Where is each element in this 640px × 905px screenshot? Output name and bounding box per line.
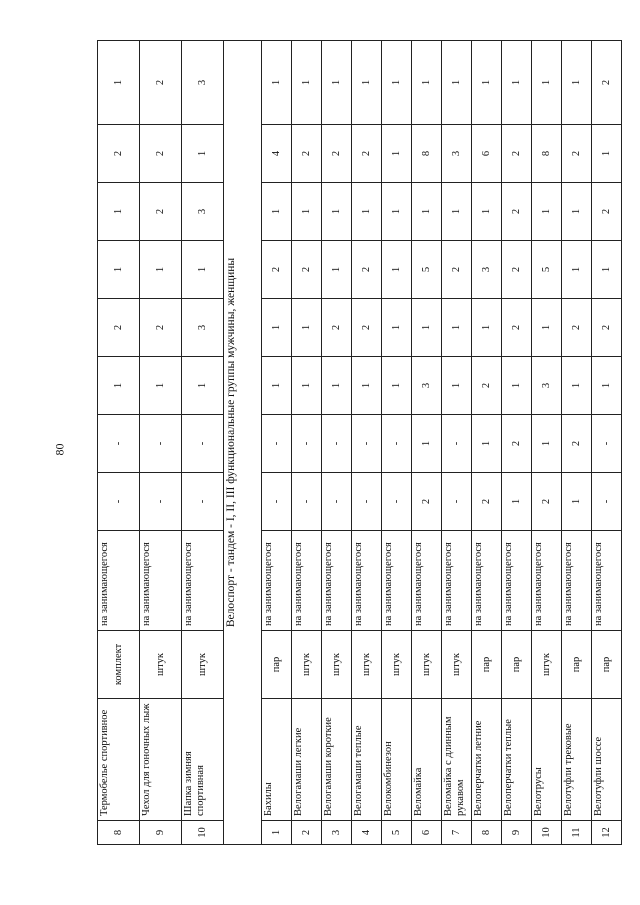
page-number: 80 — [52, 443, 67, 456]
quantity-cell: - — [352, 415, 382, 473]
unit-cell: пар — [262, 631, 292, 699]
quantity-cell: 1 — [292, 357, 322, 415]
quantity-cell: 2 — [502, 241, 532, 299]
quantity-cell: 1 — [442, 183, 472, 241]
table-row — [592, 41, 622, 845]
row-number-cell: 3 — [322, 821, 352, 845]
row-number-cell: 2 — [292, 821, 322, 845]
quantity-cell: 2 — [562, 299, 592, 357]
unit-cell: пар — [502, 631, 532, 699]
quantity-cell: 1 — [382, 299, 412, 357]
quantity-cell: 1 — [472, 41, 502, 125]
quantity-cell: 1 — [562, 241, 592, 299]
quantity-cell: 2 — [562, 125, 592, 183]
quantity-cell: 2 — [140, 41, 182, 125]
row-number-cell: 9 — [140, 821, 182, 845]
per-cell: на занимающегося — [412, 531, 442, 631]
row-number-cell: 10 — [182, 821, 224, 845]
unit-cell: штук — [322, 631, 352, 699]
quantity-cell: 6 — [472, 125, 502, 183]
unit-cell: штук — [140, 631, 182, 699]
item-name-cell: Велотуфли шоссе — [592, 699, 622, 821]
quantity-cell: 1 — [140, 357, 182, 415]
quantity-cell: 1 — [382, 41, 412, 125]
quantity-cell: 1 — [382, 357, 412, 415]
table-row — [532, 41, 562, 845]
quantity-cell: 2 — [352, 299, 382, 357]
section-title: Велоспорт - тандем - I, II, III функциональные группы мужчины, женщины — [224, 41, 262, 845]
quantity-cell: 1 — [98, 41, 140, 125]
quantity-cell: - — [442, 415, 472, 473]
quantity-cell: 1 — [352, 357, 382, 415]
quantity-cell: 2 — [592, 299, 622, 357]
quantity-cell: 1 — [412, 299, 442, 357]
per-cell: на занимающегося — [292, 531, 322, 631]
per-cell: на занимающегося — [532, 531, 562, 631]
quantity-cell: 1 — [562, 357, 592, 415]
quantity-cell: 1 — [322, 41, 352, 125]
per-cell: на занимающегося — [352, 531, 382, 631]
quantity-cell: 2 — [140, 125, 182, 183]
quantity-cell: - — [322, 473, 352, 531]
quantity-cell: 3 — [412, 357, 442, 415]
quantity-cell: 2 — [98, 299, 140, 357]
quantity-cell: - — [262, 473, 292, 531]
unit-cell: пар — [472, 631, 502, 699]
quantity-cell: 1 — [412, 41, 442, 125]
item-name-cell: Велогамаши легкие — [292, 699, 322, 821]
quantity-cell: - — [98, 473, 140, 531]
quantity-cell: 2 — [502, 125, 532, 183]
quantity-cell: 2 — [592, 41, 622, 125]
unit-cell: пар — [592, 631, 622, 699]
table-row — [502, 41, 532, 845]
quantity-cell: - — [292, 473, 322, 531]
quantity-cell: 2 — [292, 241, 322, 299]
quantity-cell: 2 — [562, 415, 592, 473]
row-number-cell: 4 — [352, 821, 382, 845]
quantity-cell: - — [182, 473, 224, 531]
quantity-cell: - — [140, 415, 182, 473]
quantity-cell: 1 — [532, 41, 562, 125]
row-number-cell: 9 — [502, 821, 532, 845]
table-row — [382, 41, 412, 845]
unit-cell: штук — [532, 631, 562, 699]
quantity-cell: 1 — [442, 299, 472, 357]
quantity-cell: - — [592, 415, 622, 473]
quantity-cell: 1 — [140, 241, 182, 299]
quantity-cell: - — [322, 415, 352, 473]
quantity-cell: 2 — [472, 357, 502, 415]
quantity-cell: 1 — [182, 241, 224, 299]
quantity-cell: - — [262, 415, 292, 473]
quantity-cell: 2 — [352, 241, 382, 299]
quantity-cell: - — [140, 473, 182, 531]
unit-cell: штук — [182, 631, 224, 699]
quantity-cell: - — [592, 473, 622, 531]
row-number-cell: 6 — [412, 821, 442, 845]
quantity-cell: 3 — [472, 241, 502, 299]
quantity-cell: 1 — [472, 183, 502, 241]
unit-cell: пар — [562, 631, 592, 699]
quantity-cell: 1 — [592, 241, 622, 299]
table-row — [472, 41, 502, 845]
section-row — [224, 41, 262, 845]
table-row — [322, 41, 352, 845]
per-cell: на занимающегося — [562, 531, 592, 631]
quantity-cell: 8 — [412, 125, 442, 183]
item-name-cell: Бахилы — [262, 699, 292, 821]
quantity-cell: 2 — [292, 125, 322, 183]
quantity-cell: - — [382, 473, 412, 531]
quantity-cell: 3 — [182, 299, 224, 357]
quantity-cell: 2 — [502, 415, 532, 473]
per-cell: на занимающегося — [442, 531, 472, 631]
quantity-cell: 3 — [182, 183, 224, 241]
quantity-cell: 2 — [592, 183, 622, 241]
table-row — [292, 41, 322, 845]
quantity-cell: 2 — [140, 183, 182, 241]
quantity-cell: 2 — [502, 299, 532, 357]
row-number-cell: 5 — [382, 821, 412, 845]
quantity-cell: 2 — [322, 125, 352, 183]
quantity-cell: 1 — [98, 183, 140, 241]
quantity-cell: 3 — [532, 357, 562, 415]
quantity-cell: 1 — [412, 415, 442, 473]
quantity-cell: 1 — [412, 183, 442, 241]
quantity-cell: 1 — [532, 299, 562, 357]
quantity-cell: 1 — [382, 183, 412, 241]
quantity-cell: 1 — [292, 299, 322, 357]
table-row — [182, 41, 224, 845]
quantity-cell: 1 — [502, 357, 532, 415]
quantity-cell: - — [98, 415, 140, 473]
quantity-cell: 2 — [98, 125, 140, 183]
item-name-cell: Велогамаши короткие — [322, 699, 352, 821]
quantity-cell: 1 — [182, 357, 224, 415]
item-name-cell: Чехол для гоночных лыж — [140, 699, 182, 821]
item-name-cell: Велогамаши теплые — [352, 699, 382, 821]
per-cell: на занимающегося — [382, 531, 412, 631]
per-cell: на занимающегося — [140, 531, 182, 631]
item-name-cell: Термобелье спортивное — [98, 699, 140, 821]
quantity-cell: 1 — [592, 125, 622, 183]
quantity-cell: 2 — [502, 183, 532, 241]
table-row — [442, 41, 472, 845]
per-cell: на занимающегося — [322, 531, 352, 631]
per-cell: на занимающегося — [182, 531, 224, 631]
quantity-cell: 1 — [472, 299, 502, 357]
quantity-cell: 1 — [382, 125, 412, 183]
unit-cell: комплект — [98, 631, 140, 699]
quantity-cell: 1 — [592, 357, 622, 415]
unit-cell: штук — [442, 631, 472, 699]
row-number-cell: 7 — [442, 821, 472, 845]
quantity-cell: 1 — [262, 299, 292, 357]
quantity-cell: - — [352, 473, 382, 531]
quantity-cell: 2 — [442, 241, 472, 299]
quantity-cell: 3 — [182, 41, 224, 125]
quantity-cell: - — [382, 415, 412, 473]
per-cell: на занимающегося — [262, 531, 292, 631]
quantity-cell: 2 — [472, 473, 502, 531]
quantity-cell: 1 — [262, 41, 292, 125]
per-cell: на занимающегося — [98, 531, 140, 631]
quantity-cell: 1 — [562, 41, 592, 125]
quantity-cell: 5 — [412, 241, 442, 299]
quantity-cell: - — [182, 415, 224, 473]
quantity-cell: 5 — [532, 241, 562, 299]
table-row — [140, 41, 182, 845]
quantity-cell: 1 — [182, 125, 224, 183]
quantity-cell: 1 — [322, 183, 352, 241]
quantity-cell: 1 — [322, 357, 352, 415]
row-number-cell: 1 — [262, 821, 292, 845]
quantity-cell: 1 — [442, 41, 472, 125]
quantity-cell: 1 — [352, 183, 382, 241]
item-name-cell: Веломайка — [412, 699, 442, 821]
quantity-cell: 1 — [292, 183, 322, 241]
quantity-cell: 1 — [262, 183, 292, 241]
item-name-cell: Велоперчатки теплые — [502, 699, 532, 821]
quantity-cell: 1 — [352, 41, 382, 125]
quantity-cell: 1 — [532, 183, 562, 241]
row-number-cell: 8 — [472, 821, 502, 845]
quantity-cell: 2 — [532, 473, 562, 531]
per-cell: на занимающегося — [592, 531, 622, 631]
quantity-cell: 1 — [292, 41, 322, 125]
per-cell: на занимающегося — [502, 531, 532, 631]
table-row — [562, 41, 592, 845]
item-name-cell: Велотрусы — [532, 699, 562, 821]
row-number-cell: 11 — [562, 821, 592, 845]
equipment-table — [97, 40, 622, 845]
quantity-cell: 4 — [262, 125, 292, 183]
table-row — [262, 41, 292, 845]
quantity-cell: 8 — [532, 125, 562, 183]
quantity-cell: 2 — [412, 473, 442, 531]
quantity-cell: 1 — [472, 415, 502, 473]
item-name-cell: Велотуфли трековые — [562, 699, 592, 821]
per-cell: на занимающегося — [472, 531, 502, 631]
unit-cell: штук — [352, 631, 382, 699]
table-row — [352, 41, 382, 845]
quantity-cell: 1 — [502, 473, 532, 531]
quantity-cell: 1 — [442, 357, 472, 415]
quantity-cell: 1 — [562, 183, 592, 241]
item-name-cell: Шапка зимняя спортивная — [182, 699, 224, 821]
quantity-cell: - — [292, 415, 322, 473]
table-row — [98, 41, 140, 845]
quantity-cell: 2 — [262, 241, 292, 299]
quantity-cell: 1 — [532, 415, 562, 473]
item-name-cell: Веломайка с длинным рукавом — [442, 699, 472, 821]
item-name-cell: Велоперчатки летние — [472, 699, 502, 821]
unit-cell: штук — [382, 631, 412, 699]
equipment-table-wrapper — [97, 45, 612, 845]
unit-cell: штук — [412, 631, 442, 699]
row-number-cell: 10 — [532, 821, 562, 845]
quantity-cell: 2 — [140, 299, 182, 357]
quantity-cell: 3 — [442, 125, 472, 183]
quantity-cell: 2 — [352, 125, 382, 183]
quantity-cell: 1 — [322, 241, 352, 299]
quantity-cell: 1 — [502, 41, 532, 125]
quantity-cell: 1 — [382, 241, 412, 299]
unit-cell: штук — [292, 631, 322, 699]
row-number-cell: 8 — [98, 821, 140, 845]
item-name-cell: Велокомбинезон — [382, 699, 412, 821]
quantity-cell: 1 — [98, 241, 140, 299]
quantity-cell: 1 — [562, 473, 592, 531]
quantity-cell: 1 — [262, 357, 292, 415]
quantity-cell: 1 — [98, 357, 140, 415]
quantity-cell: - — [442, 473, 472, 531]
table-row — [412, 41, 442, 845]
row-number-cell: 12 — [592, 821, 622, 845]
quantity-cell: 2 — [322, 299, 352, 357]
